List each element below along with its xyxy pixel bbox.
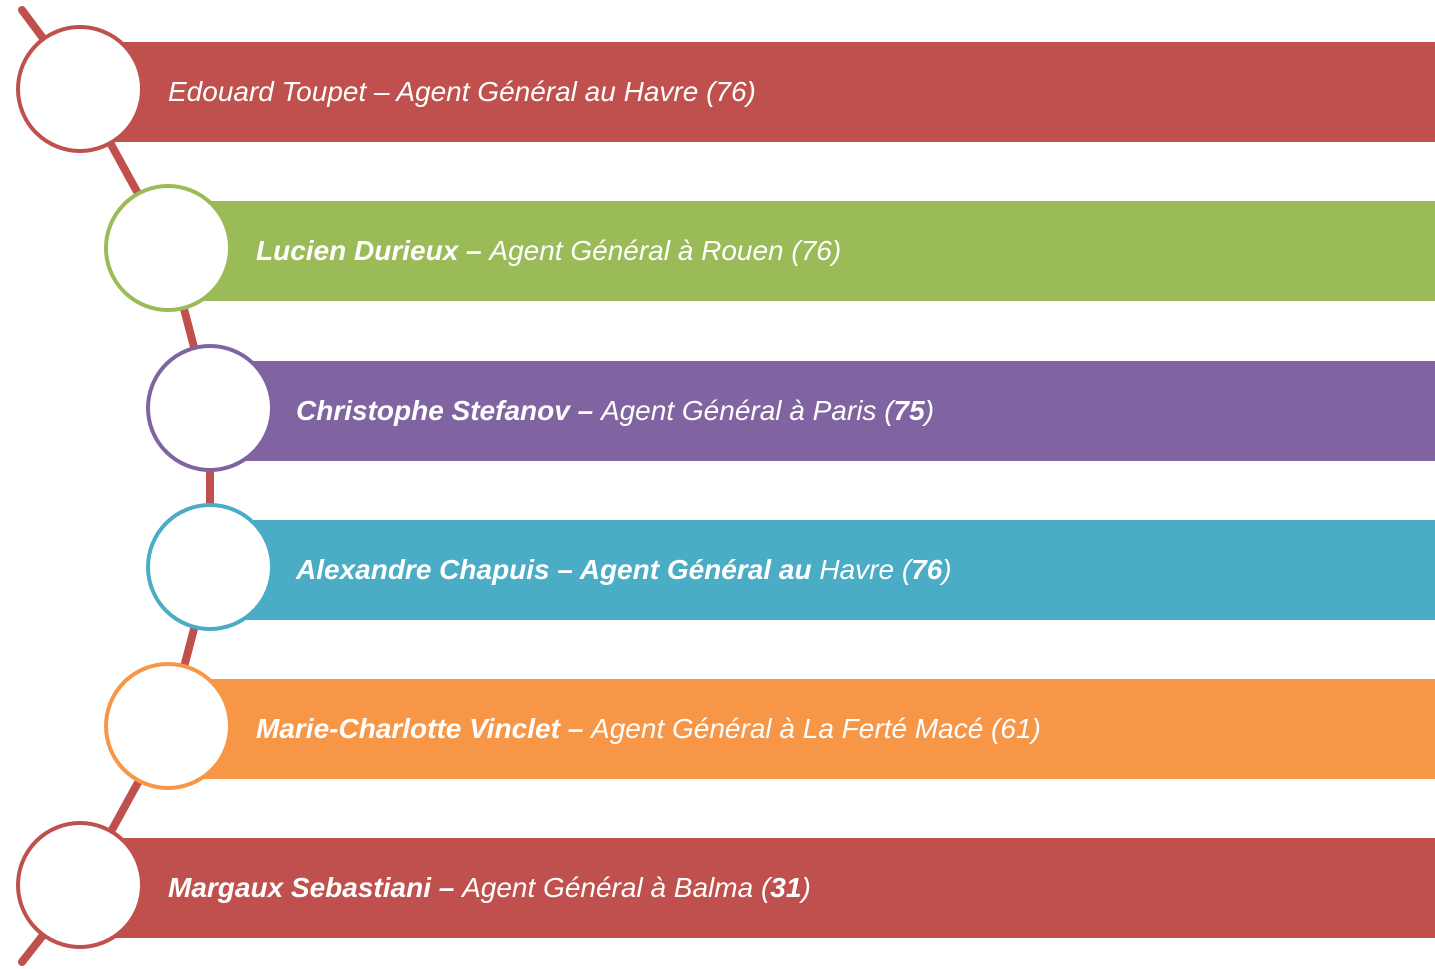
timeline-label-3 <box>296 395 934 427</box>
label-3-role: Agent Général à Paris ( <box>600 395 894 426</box>
timeline-node-4 <box>146 503 274 631</box>
timeline-label-6 <box>168 872 811 904</box>
label-4-name: Alexandre Chapuis – Agent Général au <box>296 554 820 585</box>
label-2-role: Agent Général à Rouen (76) <box>489 235 842 266</box>
label-2-name: Lucien Durieux – <box>256 235 490 266</box>
timeline-node-3 <box>146 344 274 472</box>
timeline-bar-1 <box>80 42 1435 142</box>
label-3-name: Christophe Stefanov – <box>296 395 601 426</box>
timeline-bar-5 <box>168 679 1435 779</box>
label-6-role: Agent Général à Balma ( <box>462 872 771 903</box>
label-6-close: ) <box>801 872 811 903</box>
timeline-bar-2 <box>168 201 1435 301</box>
timeline-label-4 <box>296 554 952 586</box>
label-4-close: ) <box>942 554 952 585</box>
timeline-label-5 <box>256 713 1041 745</box>
timeline-label-2 <box>256 235 841 267</box>
timeline-node-1 <box>16 25 144 153</box>
label-1-part-1: Edouard Toupet – Agent Général au Havre (76) <box>168 76 756 107</box>
label-4-dept: 76 <box>911 554 943 585</box>
label-6-name: Margaux Sebastiani – <box>168 872 463 903</box>
timeline-node-6 <box>16 821 144 949</box>
label-3-close: ) <box>924 395 935 426</box>
label-5-role: Agent Général à La Ferté Macé (61 <box>591 713 1032 744</box>
timeline-bar-4 <box>210 520 1435 620</box>
timeline-bar-3 <box>210 361 1435 461</box>
timeline-bar-6 <box>80 838 1435 938</box>
timeline-node-5 <box>104 662 232 790</box>
timeline-label-1 <box>168 76 756 108</box>
timeline-node-2 <box>104 184 232 312</box>
label-3-dept: 75 <box>893 395 925 426</box>
label-5-close: ) <box>1031 713 1041 744</box>
label-6-dept: 31 <box>770 872 802 903</box>
label-5-name: Marie-Charlotte Vinclet – <box>256 713 592 744</box>
label-4-city: Havre ( <box>819 554 912 585</box>
